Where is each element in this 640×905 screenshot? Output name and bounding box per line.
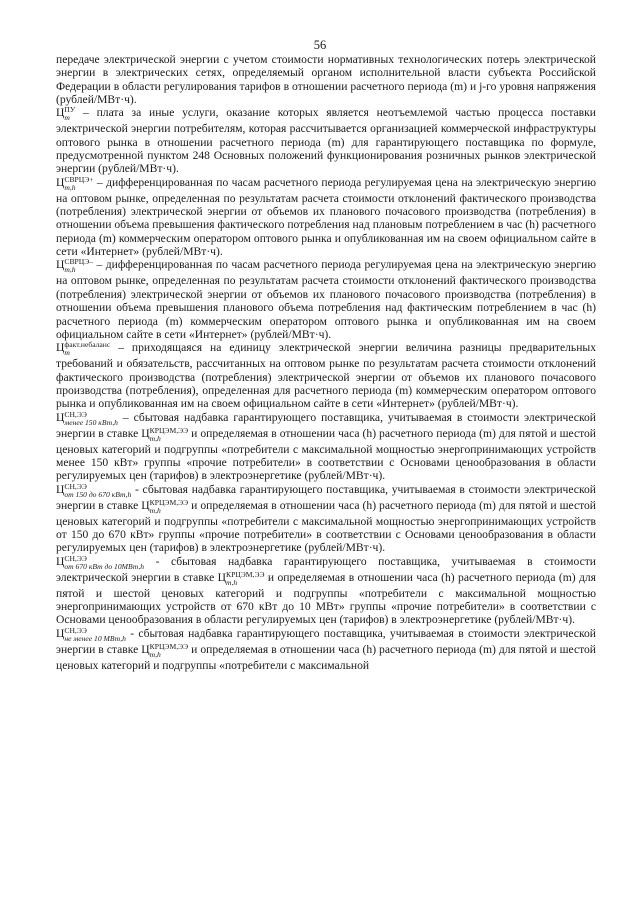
paragraph-text: и определяемая в отношении часа (h) расчетного периода (m) для пятой и шестой ценовых категорий и подгруппы «потребители с максимальной мощностью энергопринимающих устройств от 150 до 670 кВт» группы «прочие потребители» в соответствии с Основами ценообразования в области регулируемых цен (тарифов) в электроэнергетике (рублей/МВт·ч). [56,498,597,555]
paragraph-markup-under-150 [56,411,596,483]
formula-symbol: Ц факт.небаланс m [56,340,111,358]
paragraph-markup-150-670 [56,483,596,555]
paragraph-text: – дифференцированная по часам расчетного периода регулируемая цена на электрическую энергию на оптовом рынке, определенная по результатам расчета стоимости отклонений фактического производства (потребления) электрической энергии от объемов их планового почасового производства (потребления) в отношении объема превышения планового объема потребления над фактическим потреблением в час (h) расчетного периода (m) коммерческим оператором оптового рынка и опубликованная им на своем официальном сайте в сети «Интернет» (рублей/МВт·ч). [56,258,596,341]
paragraph-imbalance [56,341,596,410]
formula-symbol: Ц СН,ЭЭ менее 150 кВт,h [56,409,118,427]
paragraph-text: передаче электрической энергии с учетом стоимости нормативных технологических потерь электрической энергии в электрических сетях, определяемый органом исполнительной власти субъекта Российской Федерации в области регулирования тарифов в отношении расчетного периода (m) и j-го уровня напряжения (рублей/МВт·ч). [56,53,596,107]
paragraph-other-services-fee [56,106,596,175]
page-number: 56 [313,38,327,52]
formula-symbol: Ц СВРЦЭ+ m,h [56,174,94,192]
paragraph-text: – приходящаяся на единицу электрической энергии величина разницы предварительных требований и обязательств, рассчитанных на оптовом рынке по результатам расчета стоимости отклонений фактического производства (потребления) электрической энергии от объемов их планового почасового производства (потребления), определенная для расчетного периода (m) коммерческим оператором оптового рынка и опубликованная им на своем официальном сайте в сети «Интернет» (рублей/МВт·ч). [56,341,596,411]
formula-symbol: Ц ПУ m [56,105,76,123]
paragraph-text: – дифференцированная по часам расчетного периода регулируемая цена на электрическую энергию на оптовом рынке, определенная по результатам расчета стоимости отклонений фактического производства (потребления) электрической энергии от объемов их планового почасового производства (потребления) в отношении объема превышения фактического потребления над плановым потреблением в час (h) расчетного периода (m) коммерческим оператором оптового рынка и опубликованная им на своем официальном сайте в сети «Интернет» (рублей/МВт·ч). [56,175,596,259]
paragraph-markup-over-10mw [56,627,596,672]
paragraph-markup-670-10mw [56,555,596,627]
paragraph-text: - сбытовая надбавка гарантирующего поставщика, учитываемая в стоимости электрической энергии в ставке [56,554,596,584]
paragraph-text: - сбытовая надбавка гарантирующего поставщика, учитываемая в стоимости электрической энергии в ставке [56,626,596,656]
formula-symbol-inline: Ц КРЦЭМ,ЭЭ m,h [217,569,265,587]
paragraph-text: – плата за иные услуги, оказание которых является неотъемлемой частью процесса поставки электрической энергии потребителям, которая рассчитывается организацией коммерческой инфраструктуры оптового рынка в отношении расчетного периода (m) для гарантирующего поставщика по формуле, предусмотренной пунктом 248 Основных положений функционирования розничных рынков электрической энергии (рублей/МВт·ч). [56,106,596,176]
formula-symbol: Ц СН,ЭЭ не менее 10 МВт,h [56,625,126,643]
paragraph-loss-tariff [56,53,596,106]
formula-symbol: Ц СВРЦЭ– m,h [56,257,94,275]
paragraph-text: и определяемая в отношении часа (h) расчетного периода (m) для пятой и шестой ценовых категорий и подгруппы «потребители с максимальной [56,642,597,672]
document-body [56,53,596,672]
paragraph-text: - сбытовая надбавка гарантирующего поставщика, учитываемая в стоимости электрической энергии в ставке [56,482,596,512]
formula-symbol-inline: Ц КРЦЭМ,ЭЭ m,h [141,641,189,659]
paragraph-price-minus [56,258,596,341]
paragraph-text: и определяемая в отношении часа (h) расчетного периода (m) для пятой и шестой ценовых категорий и подгруппы «потребители с максимальной мощностью энергопринимающих устройств менее 150 кВт» группы «прочие потребители» в соответствии с Основами ценообразования в области регулируемых цен (тарифов) в электроэнергетике (рублей/МВт·ч). [56,426,597,483]
formula-symbol-inline: Ц КРЦЭМ,ЭЭ m,h [141,425,189,443]
formula-symbol-inline: Ц КРЦЭМ,ЭЭ m,h [141,497,189,515]
paragraph-text: и определяемая в отношении часа (h) расчетного периода (m) для пятой и шестой ценовых категорий и подгруппы «потребители с максимальной мощностью энергопринимающих устройств от 670 кВт до 10 МВт» группы «прочие потребители» в соответствии с Основами ценообразования в области регулируемых цен (тарифов) в электроэнергетике (рублей/МВт·ч). [56,570,597,627]
formula-symbol: Ц СН,ЭЭ от 150 до 670 кВт,h [56,481,132,499]
paragraph-price-plus [56,176,596,259]
formula-symbol: Ц СН,ЭЭ от 670 кВт до 10МВт,h [56,553,145,571]
paragraph-text: – сбытовая надбавка гарантирующего поставщика, учитываемая в стоимости электрической энергии в ставке [56,410,596,440]
